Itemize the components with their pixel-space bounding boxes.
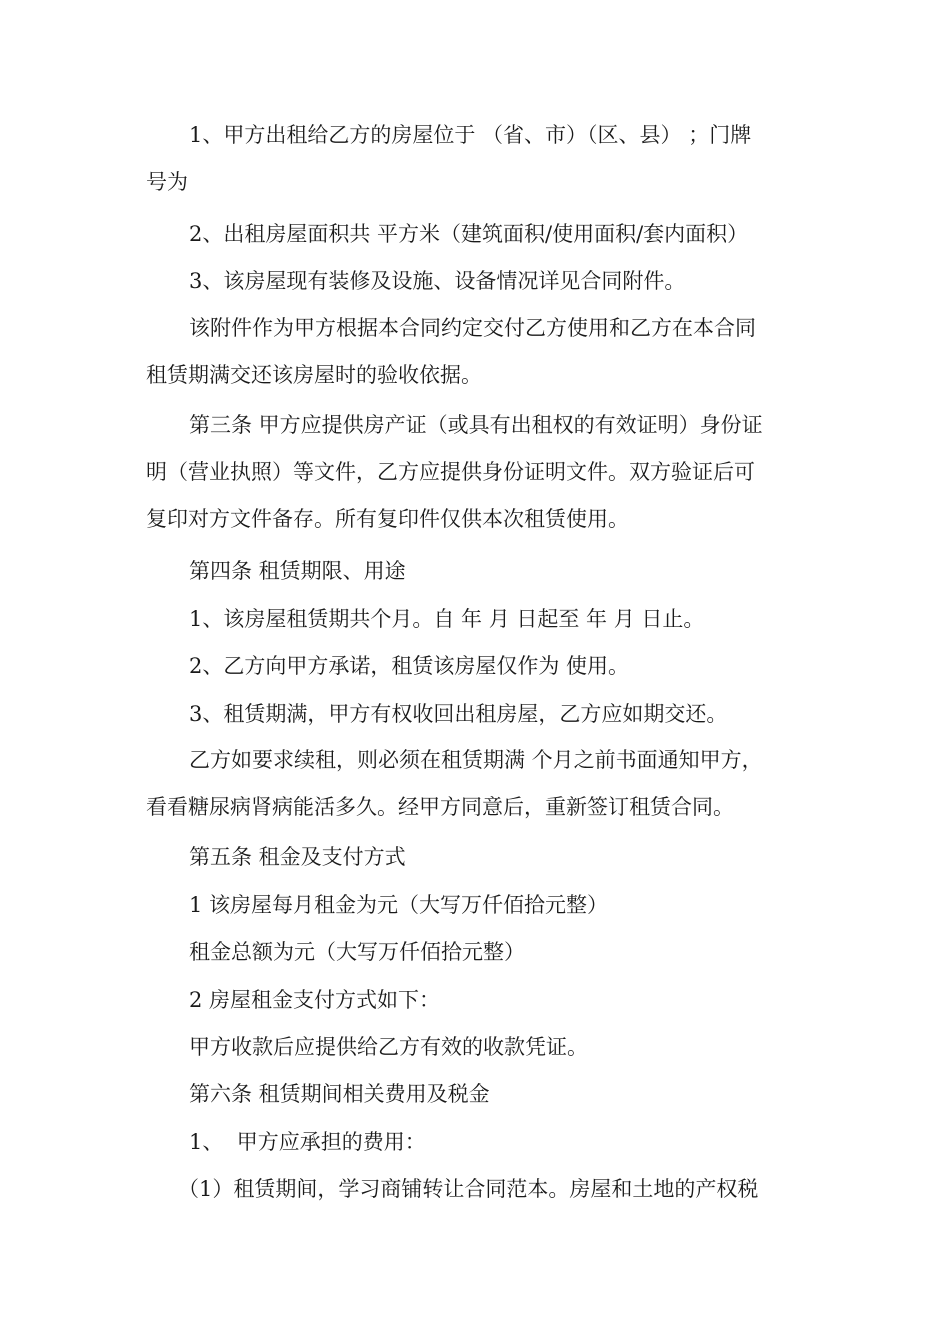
paragraph-line: 1 该房屋每月租金为元（大写万仟佰拾元整） bbox=[189, 893, 609, 917]
paragraph-line: 1、甲方出租给乙方的房屋位于 （省、市）（区、县） ；门牌 bbox=[189, 123, 752, 147]
paragraph-line: 3、该房屋现有装修及设施、设备情况详见合同附件。 bbox=[189, 269, 686, 293]
paragraph-5-2 bbox=[146, 977, 806, 1024]
paragraph-line: 2 房屋租金支付方式如下： bbox=[189, 988, 441, 1012]
heading-article-6 bbox=[146, 1071, 806, 1118]
paragraph-6-1 bbox=[146, 1119, 806, 1166]
heading-article-5 bbox=[146, 834, 806, 881]
paragraph-line: 1、该房屋租赁期共个月。自 年 月 日起至 年 月 日止。 bbox=[189, 607, 705, 631]
paragraph-line: 2、乙方向甲方承诺，租赁该房屋仅作为 使用。 bbox=[189, 654, 630, 678]
paragraph-receipt bbox=[146, 1024, 806, 1071]
paragraph-rent-total bbox=[146, 929, 806, 976]
paragraph-4-3 bbox=[146, 691, 806, 738]
paragraph-4 bbox=[146, 305, 806, 399]
paragraph-line: 第六条 租赁期间相关费用及税金 bbox=[189, 1082, 490, 1106]
paragraph-5-1 bbox=[146, 882, 806, 929]
paragraph-4-2 bbox=[146, 643, 806, 690]
paragraph-line: （1）租赁期间，学习商铺转让合同范本。房屋和土地的产权税 bbox=[178, 1177, 759, 1201]
paragraph-line: 2、出租房屋面积共 平方米（建筑面积/使用面积/套内面积） bbox=[189, 222, 749, 246]
paragraph-line: 第五条 租金及支付方式 bbox=[189, 845, 406, 869]
paragraph-line: 看看糖尿病肾病能活多久。经甲方同意后，重新签订租赁合同。 bbox=[146, 795, 734, 819]
paragraph-1 bbox=[146, 112, 806, 206]
paragraph-article-3 bbox=[146, 402, 806, 543]
heading-article-4 bbox=[146, 548, 806, 595]
paragraph-line: 复印对方文件备存。所有复印件仅供本次租赁使用。 bbox=[146, 507, 629, 531]
paragraph-4-1 bbox=[146, 596, 806, 643]
paragraph-line: 1、 甲方应承担的费用： bbox=[189, 1130, 426, 1154]
paragraph-3 bbox=[146, 258, 806, 305]
paragraph-line: 租赁期满交还该房屋时的验收依据。 bbox=[146, 363, 482, 387]
paragraph-line: 明（营业执照）等文件，乙方应提供身份证明文件。双方验证后可 bbox=[146, 460, 755, 484]
paragraph-renewal bbox=[146, 737, 806, 831]
paragraph-2 bbox=[146, 211, 806, 258]
paragraph-line: 第三条 甲方应提供房产证（或具有出租权的有效证明）身份证 bbox=[189, 413, 763, 437]
paragraph-line: 乙方如要求续租，则必须在租赁期满 个月之前书面通知甲方， bbox=[189, 748, 763, 772]
paragraph-line: 该附件作为甲方根据本合同约定交付乙方使用和乙方在本合同 bbox=[189, 316, 756, 340]
paragraph-line: 租金总额为元（大写万仟佰拾元整） bbox=[189, 940, 525, 964]
paragraph-6-1-1 bbox=[146, 1166, 806, 1213]
paragraph-line: 第四条 租赁期限、用途 bbox=[189, 559, 406, 583]
paragraph-line: 号为 bbox=[146, 170, 188, 194]
paragraph-line: 3、租赁期满，甲方有权收回出租房屋，乙方应如期交还。 bbox=[189, 702, 728, 726]
paragraph-line: 甲方收款后应提供给乙方有效的收款凭证。 bbox=[189, 1035, 588, 1059]
